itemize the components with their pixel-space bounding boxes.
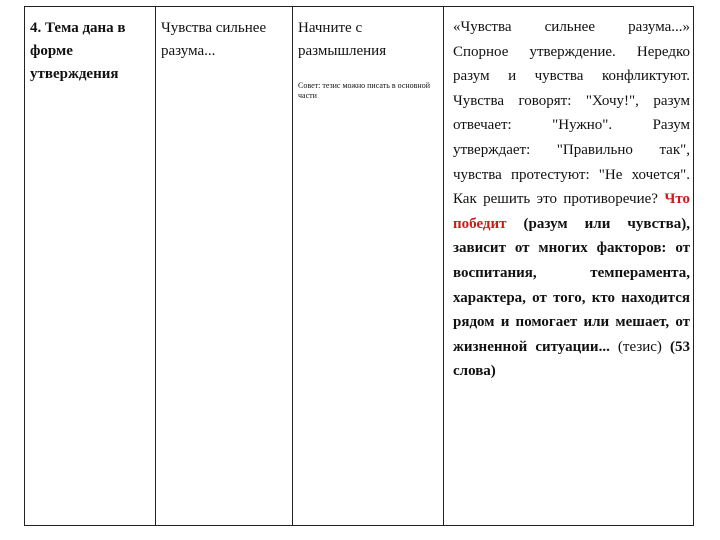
sample-text-cell (444, 7, 694, 384)
example-topic-cell (156, 7, 292, 63)
topic-type-text: 4. Тема дана в форме утверждения (30, 20, 126, 82)
highlighted-question: Что победит (453, 191, 690, 232)
example-topic-text: Чувства сильнее разума... (161, 20, 267, 59)
advice-note: Совет: тезис можно писать в основной части (298, 81, 430, 100)
sample-paragraph: «Чувства сильнее разума...» Спорное утверждение. Нередко разум и чувства конфликтуют. Чувства говорят: "Хочу!", разум отвечает: "Нужно". Разум утверждает: "Правильно так", чувства протестуют: "Не хочется". Как решить это противоречие? (453, 19, 690, 208)
essay-table (24, 6, 694, 526)
thesis-label: (тезис) (617, 338, 662, 355)
column-divider (155, 7, 156, 525)
instruction-text: Начните с размышления (298, 20, 387, 59)
instruction-cell (293, 7, 443, 101)
word-count: (53 слова) (453, 338, 691, 380)
thesis-text: (разум или чувства), зависит от многих факторов: от воспитания, темперамента, характера, от того, кто находится рядом и помогает или мешает, от жизненной ситуации... (453, 215, 690, 355)
topic-type-cell (25, 7, 155, 86)
